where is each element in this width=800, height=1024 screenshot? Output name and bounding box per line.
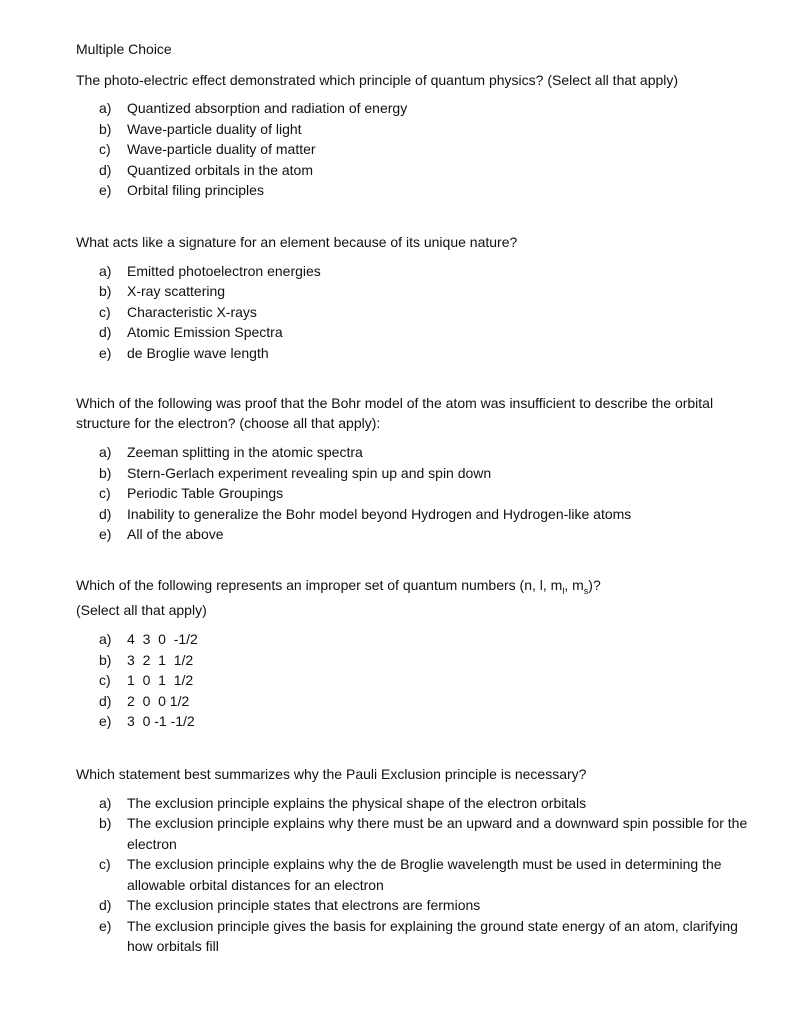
option-text: Wave-particle duality of light (127, 120, 302, 137)
option-letter: b) (99, 815, 112, 832)
answer-option (99, 650, 756, 671)
question-text-part: , m (564, 576, 584, 593)
option-text: Emitted photoelectron energies (127, 262, 321, 279)
option-letter: e) (99, 344, 112, 361)
option-letter: d) (99, 505, 112, 522)
option-letter: b) (99, 120, 112, 137)
option-text: The exclusion principle states that electrons are fermions (127, 897, 481, 914)
option-letter: d) (99, 692, 112, 709)
option-text: Characteristic X-rays (127, 303, 257, 320)
option-letter: c) (99, 672, 111, 689)
answer-option (99, 895, 756, 916)
question-text-line (76, 575, 756, 601)
option-letter: b) (99, 651, 112, 668)
answer-option (99, 670, 756, 691)
question-text: Which of the following was proof that the Bohr model of the atom was insufficient to describe the orbital structure for the electron? (choose all that apply): (76, 395, 714, 431)
subscript-s: s (583, 585, 589, 596)
answer-option (99, 139, 756, 160)
option-letter: e) (99, 182, 112, 198)
option-letter: a) (99, 444, 112, 460)
option-text: 2 0 0 1/2 (127, 692, 190, 709)
option-letter: a) (99, 631, 112, 648)
answer-options (76, 793, 756, 957)
answer-option (99, 442, 756, 463)
option-text: Quantized absorption and radiation of energy (127, 100, 408, 116)
answer-option (99, 98, 756, 119)
option-text: Periodic Table Groupings (127, 485, 284, 501)
option-text: Orbital filing principles (127, 182, 264, 198)
question-text-part: Which of the following represents an improper set of quantum numbers (n, l, m (76, 576, 563, 593)
option-text: Wave-particle duality of matter (127, 141, 316, 157)
option-text: 3 2 1 1/2 (127, 651, 194, 668)
option-letter: c) (99, 141, 111, 157)
answer-option (99, 629, 756, 650)
option-text: All of the above (127, 526, 224, 542)
option-letter: a) (99, 262, 112, 279)
answer-option (99, 854, 756, 895)
option-text: The exclusion principle gives the basis for explaining the ground state energy of an atom, clarifying how orbitals fill (127, 917, 738, 955)
option-text: Inability to generalize the Bohr model beyond Hydrogen and Hydrogen-like atoms (127, 505, 632, 522)
answer-option (99, 813, 756, 854)
answer-option (99, 504, 756, 525)
option-letter: d) (99, 324, 112, 340)
answer-option (99, 180, 756, 201)
option-letter: e) (99, 917, 112, 934)
document-page (76, 39, 756, 957)
option-letter: d) (99, 161, 112, 178)
option-text: The exclusion principle explains why the de Broglie wavelength must be used in determining the allowable orbital distances for an electron (127, 856, 722, 893)
question-text: Which statement best summarizes why the Pauli Exclusion principle is necessary? (76, 765, 587, 782)
answer-options (76, 629, 756, 732)
question-4 (76, 575, 756, 732)
answer-option (99, 281, 756, 302)
subscript-l: l (562, 585, 565, 596)
option-text: Atomic Emission Spectra (127, 324, 283, 340)
answer-option (99, 463, 756, 484)
option-letter: b) (99, 464, 112, 481)
option-letter: a) (99, 100, 112, 116)
question-text (76, 575, 756, 621)
answer-options (76, 98, 756, 201)
question-text: The photo-electric effect demonstrated which principle of quantum physics? (Select all that apply) (76, 72, 679, 88)
option-text: X-ray scattering (127, 283, 226, 299)
answer-option (99, 119, 756, 140)
option-text: 3 0 -1 -1/2 (127, 713, 195, 730)
section-heading: Multiple Choice (76, 41, 172, 57)
answer-options (76, 261, 756, 364)
question-1 (76, 70, 756, 201)
answer-option (99, 302, 756, 323)
option-text: The exclusion principle explains why there must be an upward and a downward spin possible for the electron (127, 815, 748, 852)
option-text: de Broglie wave length (127, 344, 269, 361)
option-letter: b) (99, 283, 112, 299)
option-letter: e) (99, 526, 112, 542)
option-text: 4 3 0 -1/2 (127, 631, 198, 648)
answer-option (99, 691, 756, 712)
answer-option (99, 160, 756, 181)
question-5 (76, 764, 756, 957)
option-letter: c) (99, 485, 111, 501)
answer-option (99, 711, 756, 732)
option-letter: e) (99, 713, 112, 730)
answer-option (99, 916, 756, 957)
answer-option (99, 483, 756, 504)
answer-option (99, 524, 756, 545)
option-text: Stern-Gerlach experiment revealing spin up and spin down (127, 464, 492, 481)
option-text: Quantized orbitals in the atom (127, 161, 313, 178)
question-text: What acts like a signature for an element because of its unique nature? (76, 233, 518, 250)
option-letter: d) (99, 897, 112, 914)
question-text-part: )? (588, 576, 601, 593)
question-2 (76, 232, 756, 364)
option-text: The exclusion principle explains the physical shape of the electron orbitals (127, 794, 587, 811)
question-3 (76, 393, 756, 545)
answer-option (99, 322, 756, 343)
option-letter: c) (99, 856, 111, 873)
answer-option (99, 261, 756, 282)
option-letter: a) (99, 794, 112, 811)
answer-option (99, 343, 756, 364)
option-text: 1 0 1 1/2 (127, 672, 194, 689)
answer-options (76, 442, 756, 545)
option-letter: c) (99, 303, 111, 320)
answer-option (99, 793, 756, 814)
question-text-line: (Select all that apply) (76, 602, 207, 619)
option-text: Zeeman splitting in the atomic spectra (127, 444, 363, 460)
